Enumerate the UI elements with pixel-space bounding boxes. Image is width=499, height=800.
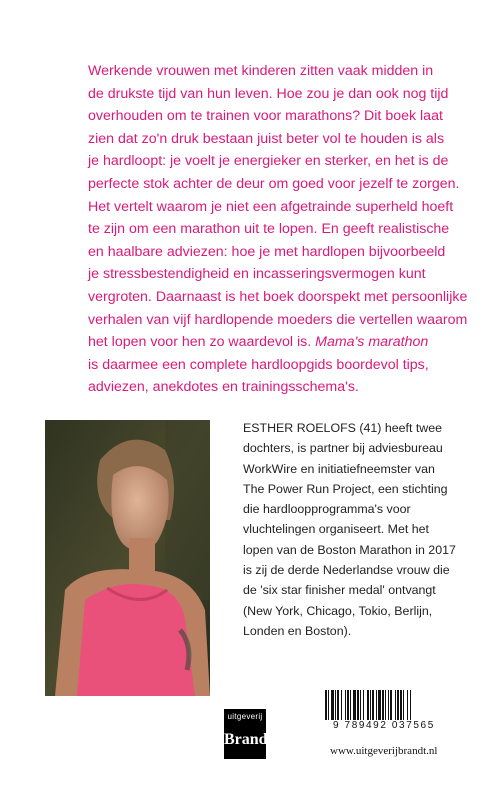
blurb-line: vergroten. Daarnaast is het boek doorspekt met persoonlijke: [88, 288, 468, 305]
blurb-line: Het vertelt waarom je niet een afgetrainde superheld hoeft: [88, 198, 454, 215]
bio-line: de 'six star finisher medal' ontvangt: [243, 583, 436, 598]
barcode-bar: [390, 690, 392, 720]
blurb-line-text: het lopen voor hen zo waardevol is.: [88, 334, 312, 351]
barcode-bar: [382, 690, 384, 720]
bio-line: Londen en Boston).: [243, 623, 352, 638]
blurb-line: perfecte stok achter de deur om goed voor jezelf te zorgen.: [88, 175, 460, 192]
barcode-bar: [397, 690, 399, 720]
barcode-bar: [370, 690, 371, 720]
blurb-line: je stressbestendigheid en incasseringsvermogen kunt: [88, 266, 426, 283]
barcode-bar: [378, 690, 381, 720]
back-cover-blurb: [88, 60, 468, 399]
barcode-bar: [331, 690, 334, 720]
bio-line: lopen van de Boston Marathon in 2017: [243, 542, 456, 557]
barcode-bar: [341, 690, 342, 720]
bio-line: WorkWire en initiatiefneemster van: [243, 461, 435, 476]
barcode-bar: [337, 690, 339, 720]
blurb-line: zien dat zo'n druk bestaan juist beter vol te houden is als: [88, 130, 445, 147]
blurb-line: en haalbare adviezen: hoe je met hardlopen bijvoorbeeld: [88, 243, 446, 260]
barcode-bar: [372, 690, 374, 720]
barcode-bar: [367, 690, 369, 720]
blurb-line: je hardloopt: je voelt je energieker en sterker, en het is de: [88, 153, 449, 170]
blurb-line: verhalen van vijf hardlopende moeders die vertellen waarom: [88, 311, 468, 328]
bio-line: ESTHER ROELOFS (41) heeft twee: [243, 421, 443, 435]
publisher-url[interactable]: www.uitgeverijbrandt.nl: [330, 745, 438, 757]
barcode-bar: [328, 690, 329, 720]
author-portrait-image: [45, 420, 210, 696]
blurb-line: Werkende vrouwen met kinderen zitten vaak midden in: [88, 63, 434, 79]
barcode-bar: [400, 690, 402, 720]
barcode-bar: [347, 690, 349, 720]
barcode-bar: [325, 690, 327, 720]
isbn-number: 9 789492 037565: [333, 720, 453, 731]
blurb-line: overhouden om te trainen voor marathons? Dit boek laat: [88, 108, 443, 125]
bio-line: die hardloopprogramma's voor: [243, 502, 411, 517]
publisher-logo-top: uitgeverij: [227, 712, 263, 721]
blurb-line: de drukste tijd van hun leven. Hoe zou je dan ook nog tijd: [88, 85, 449, 102]
bio-line: is zij de derde Nederlandse vrouw die: [243, 563, 450, 578]
barcode-bar: [360, 690, 361, 720]
barcode-bar: [353, 690, 356, 720]
publisher-logo-bottom: Brandt: [224, 731, 273, 748]
barcode-bar: [350, 690, 351, 720]
blurb-line: is daarmee een complete hardloopgids boordevol tips,: [88, 356, 429, 373]
bio-line: vluchtelingen organiseert. Met het: [243, 522, 429, 537]
bio-line: (New York, Chicago, Tokio, Berlijn,: [243, 603, 433, 618]
barcode-bar: [388, 690, 389, 720]
bio-line: The Power Run Project, een stichting: [243, 481, 448, 496]
barcode-icon: [323, 690, 451, 720]
author-bio: [243, 418, 483, 641]
barcode-bar: [403, 690, 404, 720]
publisher-logo: [224, 709, 273, 759]
barcode-bar: [410, 690, 411, 720]
blurb-line: te zijn om een marathon uit te lopen. En geeft realistische: [88, 221, 450, 238]
barcode-bar: [376, 690, 377, 720]
barcode-bar: [385, 690, 386, 720]
barcode-bar: [363, 690, 364, 720]
bio-line: dochters, is partner bij adviesbureau: [243, 441, 443, 456]
barcode-bar: [407, 690, 408, 720]
barcode-bar: [357, 690, 359, 720]
barcode-bar: [395, 690, 396, 720]
barcode-bar: [345, 690, 346, 720]
blurb-line: adviezen, anekdotes en trainingsschema's.: [88, 379, 359, 396]
barcode-bar: [335, 690, 336, 720]
author-photo: [45, 420, 210, 696]
book-title-italic: Mama's marathon: [315, 334, 429, 351]
blurb-line: [88, 331, 468, 354]
